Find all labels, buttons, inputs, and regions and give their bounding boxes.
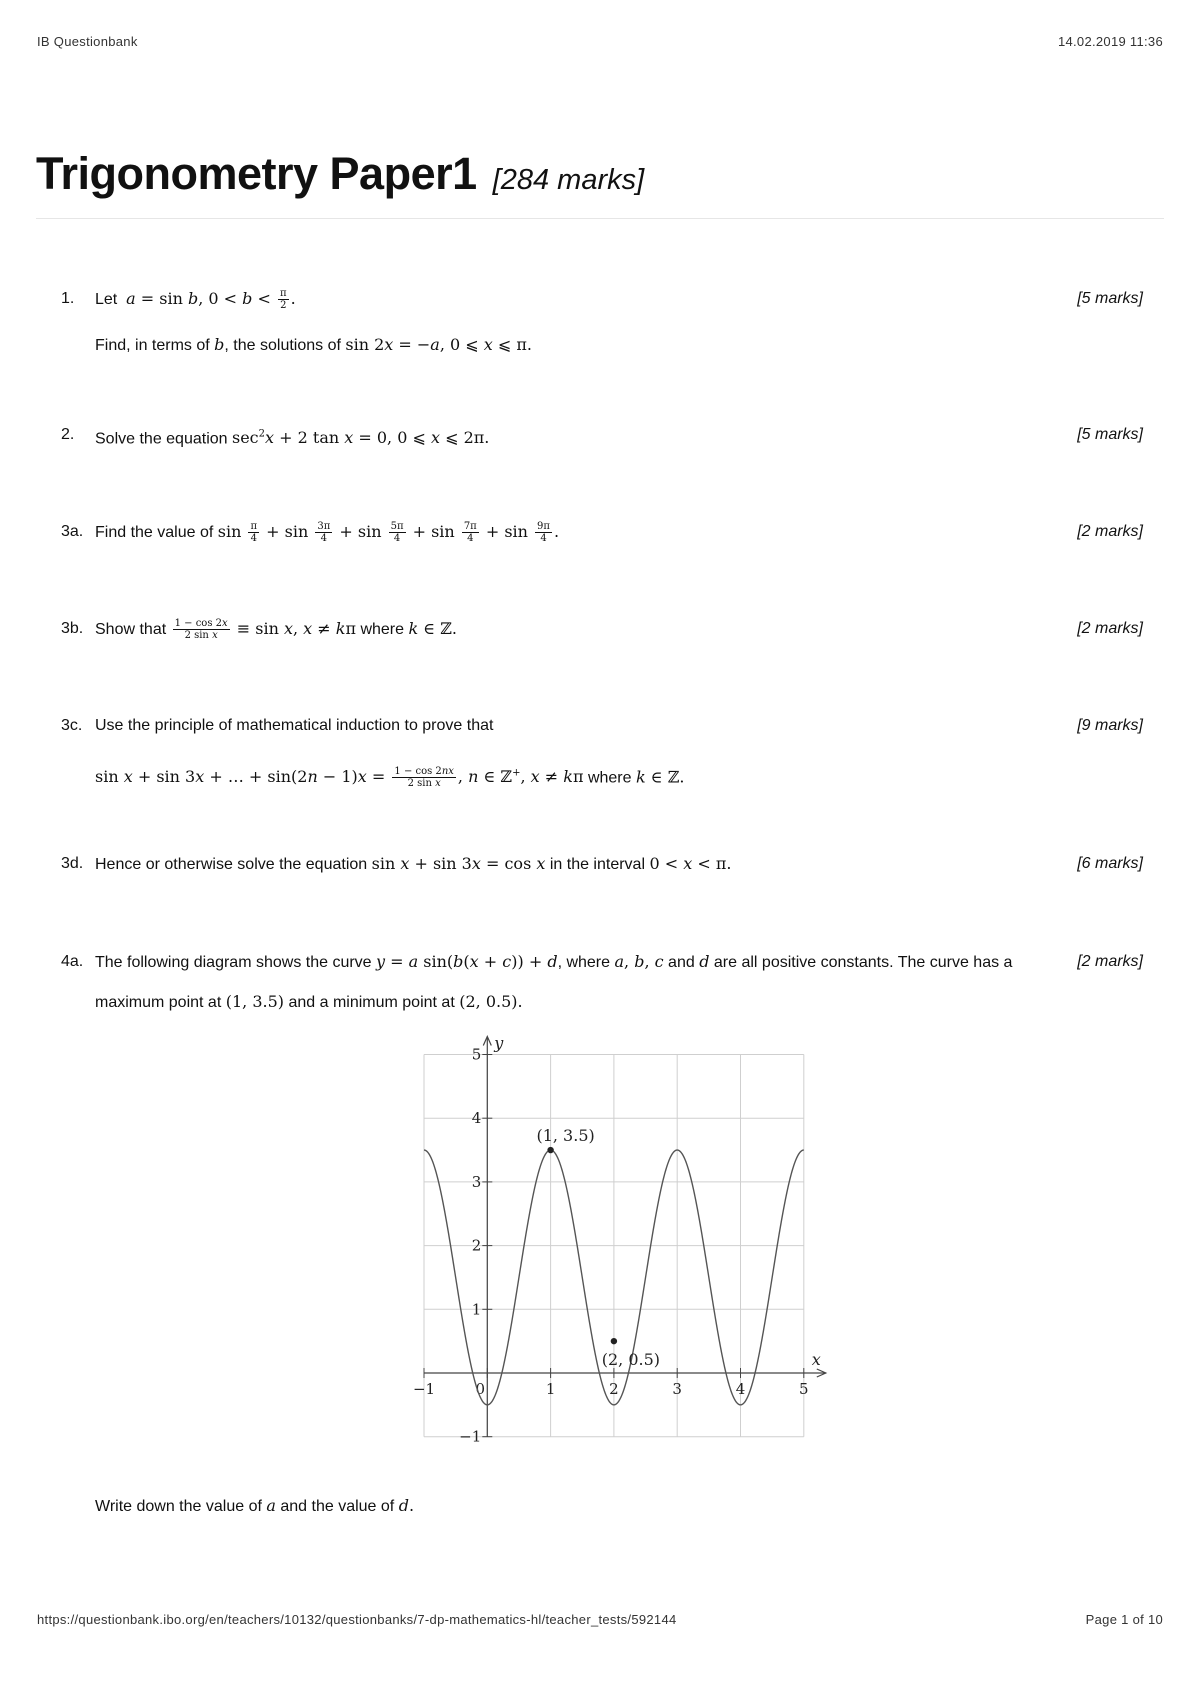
- q4a-mid4: maximum point at: [95, 994, 222, 1011]
- y-tick-label: 1: [471, 1300, 482, 1319]
- q4a-lead: The following diagram shows the curve: [95, 954, 372, 971]
- question-number: 3a.: [61, 523, 84, 540]
- x-axis-label: x: [811, 1350, 821, 1369]
- x-tick-label: −1: [412, 1380, 436, 1398]
- x-tick-label: 0: [475, 1380, 486, 1398]
- question-text: Let a = sin b, 0 < b < $\frac{\pi}{2}$ . Find, in terms of b, the solutions of sin 2x = −a, 0 ⩽ x ⩽ π.: [95, 288, 532, 354]
- q3a-math: sin $\frac{\pi}{4}$ + sin $\frac{3\pi}{4}$ + sin $\frac{5\pi}{4}$ + sin $\frac{7\pi}{4}$ + sin $\frac{9\pi}{4}$ .: [217, 521, 560, 544]
- q1-find-a: Find, in terms of: [95, 337, 210, 354]
- title-text: Trigonometry Paper1: [36, 148, 477, 199]
- question-text: Write down the value of a and the value of d.: [95, 1496, 415, 1515]
- question-marks: [5 marks]: [1077, 290, 1143, 307]
- marked-point: [611, 1338, 617, 1344]
- point-label: (1, 3.5): [536, 1126, 595, 1146]
- q3a-lead: Find the value of: [95, 524, 214, 541]
- q1-math-given: a = sin b, 0 < b < $\frac{\pi}{2}$ .: [126, 288, 296, 311]
- y-tick-label: −1: [459, 1427, 482, 1446]
- question-marks: [6 marks]: [1077, 855, 1143, 872]
- q1-find-b: , the solutions of: [224, 337, 341, 354]
- q3d-mid: in the interval: [549, 856, 646, 873]
- y-tick-label: 4: [471, 1109, 482, 1128]
- q3b-where: where: [360, 621, 405, 638]
- y-axis-label: y: [494, 1033, 504, 1053]
- y-tick-label: 2: [471, 1236, 482, 1255]
- point-label: (2, 0.5): [601, 1350, 661, 1370]
- question-number: 1.: [61, 290, 75, 307]
- q3b-math: $\frac{1 - \cos 2x}{\text{2 sin x}}$ ≡ sin x, x ≠ kπ: [174, 618, 356, 641]
- x-tick-label: 2: [609, 1380, 619, 1398]
- q4a-ask-b: and the value of: [280, 1498, 395, 1515]
- marked-point: [547, 1147, 553, 1153]
- y-tick-label: 5: [471, 1045, 482, 1064]
- question-text: Hence or otherwise solve the equation sin x + sin 3x = cos x in the interval 0 < x < π.: [95, 854, 732, 873]
- question-number: 3c.: [61, 717, 83, 734]
- footer-page-number: Page 1 of 10: [1085, 1612, 1163, 1627]
- question-number: 2.: [61, 426, 75, 443]
- question-marks: [2 marks]: [1077, 523, 1143, 540]
- x-tick-label: 3: [672, 1380, 682, 1398]
- q2-math: $\sec^2x + 2$ tan x = 0, 0 ⩽ x ⩽ 2π.: [232, 428, 490, 448]
- question-number: 4a.: [61, 953, 84, 970]
- x-tick-label: 1: [545, 1380, 556, 1398]
- question-marks: [9 marks]: [1077, 717, 1143, 734]
- q4a-mid3: are all positive constants. The curve has a: [713, 954, 1013, 971]
- footer-url: https://questionbank.ibo.org/en/teachers/10132/questionbanks/7-dp-mathematics-hl/teacher_tests/592144: [37, 1612, 677, 1627]
- q4a-mid5: and a minimum point at: [288, 994, 455, 1011]
- q2-lead: Solve the equation: [95, 430, 228, 448]
- question-text: Show that $\frac{1 - \cos 2x}{\text{2 sin x}}$ ≡ sin x, x ≠ kπ where k ∈ ℤ.: [95, 618, 457, 641]
- q4a-mid2: and: [668, 954, 695, 971]
- y-tick-label: 3: [471, 1172, 482, 1191]
- header-source: IB Questionbank: [37, 34, 138, 49]
- q4a-mid1: , where: [557, 954, 611, 971]
- question-number: 3d.: [61, 855, 84, 872]
- q3b-lead: Show that: [95, 621, 167, 638]
- q3c-lead: Use the principle of mathematical induction to prove that: [95, 717, 494, 734]
- q3d-lead: Hence or otherwise solve the equation: [95, 856, 368, 873]
- question-marks: [2 marks]: [1077, 620, 1143, 637]
- question-number: 3b.: [61, 620, 84, 637]
- question-text: The following diagram shows the curve y = a sin(b(x + c)) + d, where a, b, c and d are all positive constants. The curve has a maximum point at (1, 3.5) and a minimum point at (2, 0.5).: [95, 952, 1013, 1011]
- question-text: Use the principle of mathematical induction to prove that sin x + sin 3x + … + sin(2n − 1)x = $\frac{1 - \cos 2nx}{\text{2 sin x}}$ , n ∈ ℤ+, x ≠ kπ where k ∈ ℤ.: [95, 717, 685, 790]
- question-marks: [2 marks]: [1077, 953, 1143, 970]
- q4a-ask-a: Write down the value of: [95, 1498, 262, 1515]
- q1-lead: Let: [95, 291, 118, 308]
- x-tick-label: 4: [735, 1380, 746, 1398]
- q1-math-eq: sin 2x = −a, 0 ⩽ x ⩽ π.: [345, 335, 532, 354]
- header-datetime: 14.02.2019 11:36: [1057, 34, 1163, 49]
- q3c-math: sin x + sin 3x + … + sin(2n − 1)x = $\frac{1 - \cos 2nx}{\text{2 sin x}}$ , n ∈ ℤ+, x ≠ kπ: [95, 766, 584, 790]
- question-marks: [5 marks]: [1077, 426, 1143, 443]
- q3c-where: where: [587, 769, 632, 787]
- x-tick-label: 5: [799, 1380, 809, 1398]
- title-marks: [284 marks]: [492, 164, 645, 196]
